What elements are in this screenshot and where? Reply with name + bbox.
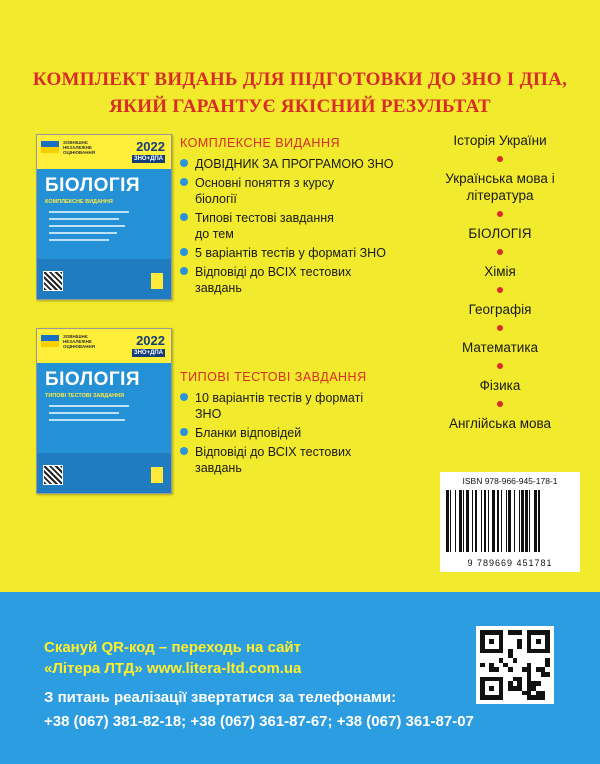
subject-item: Хімія	[484, 264, 516, 279]
book-subtitle: ТИПОВІ ТЕСТОВІ ЗАВДАННЯ	[45, 393, 125, 399]
qr-cell	[541, 695, 546, 700]
subject-item: БІОЛОГІЯ	[468, 226, 532, 241]
subject-item: Географія	[468, 302, 532, 317]
qr-cell	[536, 639, 541, 644]
barcode-bar	[455, 490, 456, 552]
contact-text: З питань реалізації звертатися за телефонами:	[44, 689, 397, 706]
book-cover-complex	[36, 134, 172, 300]
separator-dot-icon	[497, 287, 503, 293]
barcode-bar	[463, 490, 464, 552]
barcode-bar	[466, 490, 470, 552]
qr-cell	[508, 667, 513, 672]
feature-list-complex	[180, 156, 410, 299]
barcode-icon	[446, 490, 574, 552]
bullet-icon	[180, 248, 188, 256]
qr-cell	[494, 667, 499, 672]
section-title-complex: КОМПЛЕКСНЕ ВИДАННЯ	[180, 136, 341, 150]
book-tag: ЗНО+ДПА	[133, 156, 163, 162]
barcode-bar	[514, 490, 515, 552]
bullet-icon	[180, 159, 188, 167]
barcode-bar	[492, 490, 496, 552]
ukraine-flag-icon	[41, 141, 59, 153]
book-subtitle: КОМПЛЕКСНЕ ВИДАННЯ	[45, 199, 113, 205]
barcode-bar	[459, 490, 462, 552]
qr-cell	[545, 649, 550, 654]
list-item: Відповіді до ВСІХ тестових завдань	[180, 264, 375, 296]
publisher-logo-icon	[151, 273, 163, 289]
barcode-bar	[529, 490, 530, 552]
book-year: 2022	[136, 333, 165, 348]
subject-item: Історія України	[453, 133, 547, 148]
separator-dot-icon	[497, 156, 503, 162]
barcode-bar	[446, 490, 449, 552]
list-item: Основні поняття з курсу біології	[180, 175, 355, 207]
list-item: ДОВІДНИК ЗА ПРОГРАМОЮ ЗНО	[180, 156, 410, 172]
book-text-line	[49, 225, 125, 227]
subject-item: Фізика	[479, 378, 521, 393]
separator-dot-icon	[497, 211, 503, 217]
bullet-icon	[180, 213, 188, 221]
section-title-tests: ТИПОВІ ТЕСТОВІ ЗАВДАННЯ	[180, 370, 367, 384]
barcode-bar	[506, 490, 507, 552]
book-cover-tests	[36, 328, 172, 494]
book-text-line	[49, 211, 129, 213]
headline-line-1: КОМПЛЕКТ ВИДАНЬ ДЛЯ ПІДГОТОВКИ ДО ЗНО І ДПА,	[32, 69, 568, 90]
subjects-list	[420, 132, 580, 432]
qr-cell	[545, 672, 550, 677]
barcode-bar	[475, 490, 478, 552]
barcode-bar	[501, 490, 502, 552]
separator-dot-icon	[497, 363, 503, 369]
barcode-bar	[497, 490, 500, 552]
separator-dot-icon	[497, 401, 503, 407]
qr-cell	[536, 681, 541, 686]
qr-cell	[489, 639, 494, 644]
book-text-line	[49, 405, 129, 407]
bullet-icon	[180, 393, 188, 401]
qr-cell	[517, 644, 522, 649]
qr-cell	[499, 695, 504, 700]
isbn-barcode	[440, 472, 580, 572]
book-series: ЗОВНІШНЄ НЕЗАЛЕЖНЕ ОЦІНЮВАННЯ	[63, 334, 95, 349]
separator-dot-icon	[497, 325, 503, 331]
isbn-digits: 9 789669 451781	[467, 558, 553, 568]
feature-list-tests	[180, 390, 380, 479]
list-item: Відповіді до ВСІХ тестових завдань	[180, 444, 375, 476]
bullet-icon	[180, 447, 188, 455]
barcode-bar	[521, 490, 524, 552]
book-text-line	[49, 218, 119, 220]
list-item: Типові тестові завдання до тем	[180, 210, 345, 242]
bullet-icon	[180, 428, 188, 436]
list-item: 10 варіантів тестів у форматі ЗНО	[180, 390, 375, 422]
headline-line-2: ЯКИЙ ГАРАНТУЄ ЯКІСНИЙ РЕЗУЛЬТАТ	[109, 96, 491, 117]
barcode-bar	[508, 490, 511, 552]
qr-cell	[513, 658, 518, 663]
qr-cell	[545, 663, 550, 668]
isbn-label: ISBN 978-966-945-178-1	[462, 476, 558, 486]
bullet-icon	[180, 178, 188, 186]
headline	[20, 66, 580, 120]
book-year: 2022	[136, 139, 165, 154]
book-tag: ЗНО+ДПА	[133, 350, 163, 356]
book-text-line	[49, 412, 119, 414]
qr-code-icon	[43, 271, 63, 291]
ukraine-flag-icon	[41, 335, 59, 347]
barcode-bar	[519, 490, 520, 552]
book-title: БІОЛОГІЯ	[45, 175, 141, 196]
qr-code-icon[interactable]	[476, 626, 554, 704]
subject-item: Українська мова і література	[445, 171, 555, 203]
scan-text: Скануй QR-код – переходь на сайт	[44, 639, 301, 656]
subject-item: Математика	[461, 340, 539, 355]
qr-cell	[499, 649, 504, 654]
barcode-bar	[525, 490, 528, 552]
book-text-line	[49, 419, 125, 421]
bullet-icon	[180, 267, 188, 275]
qr-cell	[480, 663, 485, 668]
barcode-bar	[481, 490, 482, 552]
phone-numbers: +38 (067) 381-82-18; +38 (067) 361-87-67; +38 (067) 361-87-07	[44, 713, 474, 730]
barcode-bar	[538, 490, 539, 552]
barcode-bar	[450, 490, 451, 552]
barcode-bar	[472, 490, 473, 552]
qr-code-icon	[43, 465, 63, 485]
book-text-line	[49, 232, 117, 234]
list-item: 5 варіантів тестів у форматі ЗНО	[180, 245, 410, 261]
list-item: Бланки відповідей	[180, 425, 380, 441]
barcode-bar	[488, 490, 489, 552]
separator-dot-icon	[497, 249, 503, 255]
website-text[interactable]: «Літера ЛТД» www.litera-ltd.com.ua	[44, 660, 302, 677]
qr-cell	[517, 630, 522, 635]
qr-cell	[489, 686, 494, 691]
publisher-logo-icon	[151, 467, 163, 483]
book-series: ЗОВНІШНЄ НЕЗАЛЕЖНЕ ОЦІНЮВАННЯ	[63, 140, 95, 155]
book-title: БІОЛОГІЯ	[45, 369, 141, 390]
barcode-bar	[484, 490, 487, 552]
subject-item: Англійська мова	[448, 416, 552, 431]
barcode-bar	[534, 490, 537, 552]
book-text-line	[49, 239, 109, 241]
